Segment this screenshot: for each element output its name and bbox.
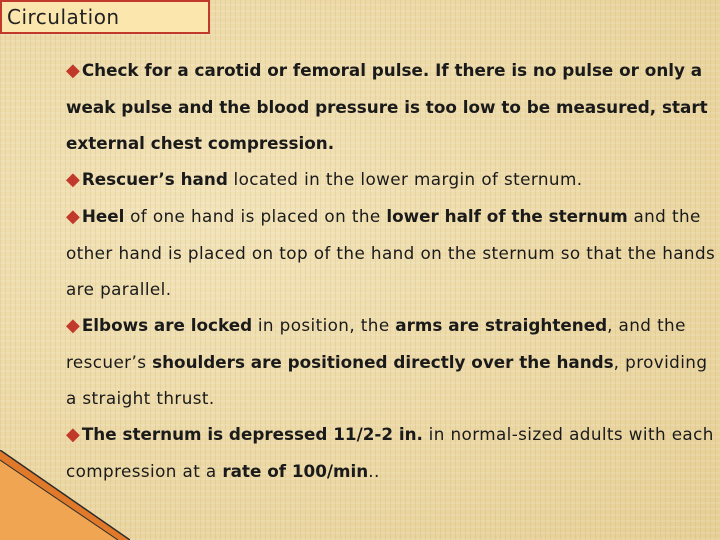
bullet-text-bold: Check for a carotid or femoral pulse. If there is no pulse or only a weak pulse and the blood pressure is too low to be measured, start external chest compression.: [66, 60, 708, 153]
bullet-item: [66, 416, 716, 489]
bullet-text-bold: lower half of the sternum: [386, 206, 628, 226]
bullet-text-bold: arms are straightened: [395, 315, 608, 335]
diamond-bullet-icon: ◆: [66, 169, 80, 190]
bullet-item: [66, 198, 716, 307]
diamond-bullet-icon: ◆: [66, 60, 80, 81]
diamond-bullet-icon: ◆: [66, 206, 80, 227]
bullet-text-bold: shoulders are positioned directly over the hands: [152, 352, 614, 372]
bullet-text-bold: rate of 100/min: [222, 461, 369, 481]
corner-decoration: [0, 450, 130, 540]
diamond-bullet-icon: ◆: [66, 315, 80, 336]
bullet-list: [66, 52, 716, 489]
bullet-text-bold: Rescuer’s hand: [81, 169, 228, 189]
bullet-text: , providing a straight thrust.: [66, 352, 708, 408]
bullet-text: and the other hand is placed on top of the hand on the sternum so that the hands are parallel.: [66, 206, 716, 299]
bullet-text-bold: Elbows are locked: [81, 315, 253, 335]
bullet-text-bold: The sternum is depressed 11/2-2 in.: [81, 424, 423, 444]
bullet-text: , and the rescuer’s: [66, 315, 686, 372]
bullet-text-bold: Heel: [81, 206, 125, 226]
diamond-bullet-icon: ◆: [66, 424, 80, 445]
bullet-item: [66, 307, 716, 416]
bullet-item: [66, 161, 716, 198]
slide-title: Circulation: [0, 0, 210, 34]
bullet-text: in position, the: [252, 315, 396, 335]
bullet-text: in normal-sized adults with each compression at a: [66, 424, 714, 481]
bullet-item: [66, 52, 716, 161]
bullet-text: ..: [368, 461, 380, 481]
bullet-text: located in the lower margin of sternum.: [227, 169, 583, 189]
bullet-text: of one hand is placed on the: [124, 206, 387, 226]
